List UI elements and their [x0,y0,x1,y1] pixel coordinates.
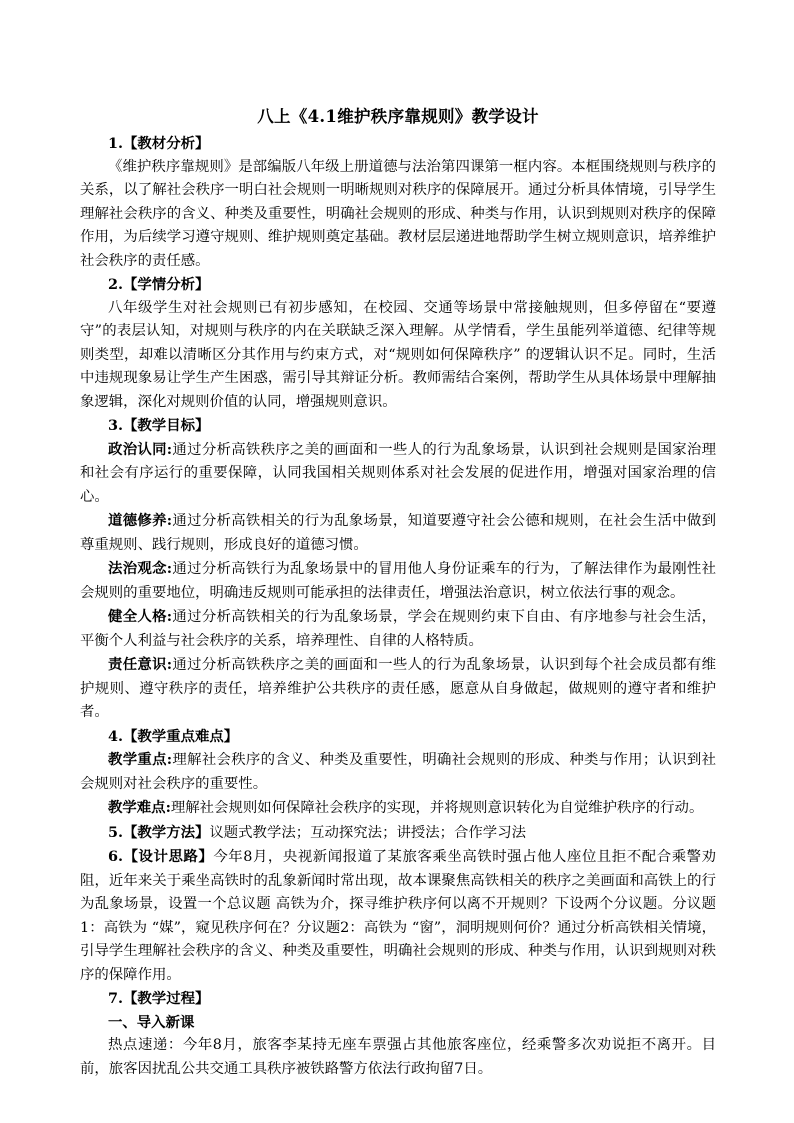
goal-moral-cultivation [80,509,716,557]
paragraph-teaching-methods [80,821,716,846]
section-heading-design-idea: 6.【设计思路】 [108,848,214,865]
sub-heading-lesson-intro: 一、导入新课 [108,1013,195,1031]
paragraph-material-analysis: 《维护秩序靠规则》是部编版八年级上册道德与法治第四课第一框内容。本框围绕规则与秩序的关系，以了解社会秩序一明白社会规则一明晰规则对秩序的保障展开。通过分析具体情境，引导学生理解社会秩序的含义、种类及重要性，明确社会规则的形成、种类与作用，认识到规则对秩序的保障作用，为后续学习遵守规则、维护规则奠定基础。教材层层递进地帮助学生树立规则意识，培养维护社会秩序的责任感。 [80,158,716,269]
difficulty-lead: 教学难点: [108,799,171,816]
document-title: 八上《4.1维护秩序靠规则》教学设计 [257,107,539,126]
goal-lead: 道德修养: [108,512,173,529]
section-heading-material-analysis: 1.【教材分析】 [108,135,210,152]
difficulty-text: 理解社会规则如何保障社会秩序的实现，并将规则意识转化为自觉维护秩序的行动。 [170,800,704,816]
goal-text: 通过分析高铁行为乱象场景中的冒用他人身份证乘车的行为，了解法律作为最刚性社会规则的重要地位，明确违反规则可能承担的法律责任，增强法治意识，树立依法行事的观念。 [80,561,717,601]
goal-text: 通过分析高铁相关的行为乱象场景，知道要遵守社会公德和规则，在社会生活中做到尊重规则、践行规则，形成良好的道德习惯。 [80,513,717,553]
paragraph-teaching-key [80,748,716,796]
goal-sound-personality [80,605,716,653]
section-heading-student-analysis: 2.【学情分析】 [108,276,210,293]
goal-political-identity [80,438,716,510]
section-heading-teaching-methods: 5.【教学方法】 [108,823,210,841]
goal-lead: 责任意识: [108,656,173,673]
goal-text: 通过分析高铁相关的行为乱象场景，学会在规则约束下自由、有序地参与社会生活，平衡个人利益与社会秩序的关系，培养理性、自律的人格特质。 [80,609,717,649]
section-heading-key-difficulty: 4.【教学重点难点】 [108,727,239,745]
goal-text: 通过分析高铁秩序之美的画面和一些人的行为乱象场景，认识到每个社会成员都有维护规则、遵守秩序的责任，培养维护公共秩序的责任感，愿意从自身做起，做规则的遵守者和维护者。 [80,657,717,720]
key-lead: 教学重点: [108,751,173,768]
section-heading-teaching-process: 7.【教学过程】 [108,990,210,1007]
teaching-methods-text: 议题式教学法；互动探究法；讲授法；合作学习法 [209,824,526,841]
paragraph-student-analysis: 八年级学生对社会规则已有初步感知，在校园、交通等场景中常接触规则，但多停留在“要遵守”的表层认知，对规则与秩序的内在关联缺乏深入理解。从学情看，学生虽能列举道德、纪律等规则类型，却难以清晰区分其作用与约束方式，对“规则如何保障秩序” 的逻辑认识不足。同时，生活中违规现象易让学生产生困惑，需引导其辩证分析。教师需结合案例，帮助学生从具体场景中理解抽象逻辑，深化对规则价值的认同，增强规则意识。 [80,299,716,410]
paragraph-design-idea [80,845,716,987]
paragraph-teaching-difficulty [80,796,716,821]
goal-lead: 政治认同: [108,440,173,458]
goal-text: 通过分析高铁秩序之美的画面和一些人的行为乱象场景，认识到社会规则是国家治理和社会有序运行的重要保障，认同我国相关规则体系对社会发展的促进作用，增强对国家治理的信心。 [80,441,717,505]
paragraph-hot-news: 热点速递：今年8月，旅客李某持无座车票强占其他旅客座位，经乘警多次劝说拒不离开。目前，旅客因扰乱公共交通工具秩序被铁路警方依法行政拘留7日。 [80,1037,716,1077]
design-idea-text: 今年8月，央视新闻报道了某旅客乘坐高铁时强占他人座位且拒不配合乘警劝阻，近年来关于乘坐高铁时的乱象新闻时常出现，故本课聚焦高铁相关的秩序之美画面和高铁上的行为乱象场景，设置一个总议题 高铁为介，探寻维护秩序何以离不开规则？下设两个分议题。分议题1：高铁为 “媒”，窥见秩序何在？分议题2：高铁为 “窗”，洞明规则何价？通过分析高铁相关情境，引导学生理解社会秩序的含义、种类及重要性，明确社会规则的形成、种类与作用，认识到规则对秩序的保障作用。 [80,849,716,983]
key-text: 理解社会秩序的含义、种类及重要性，明确社会规则的形成、种类与作用；认识到社会规则对社会秩序的重要性。 [80,752,717,792]
goal-responsibility [80,653,716,725]
section-heading-teaching-goals: 3.【教学目标】 [108,417,210,434]
document-body [80,104,716,1081]
goal-lead: 法治观念: [108,560,173,577]
goal-rule-of-law [80,557,716,605]
goal-lead: 健全人格: [108,608,173,625]
